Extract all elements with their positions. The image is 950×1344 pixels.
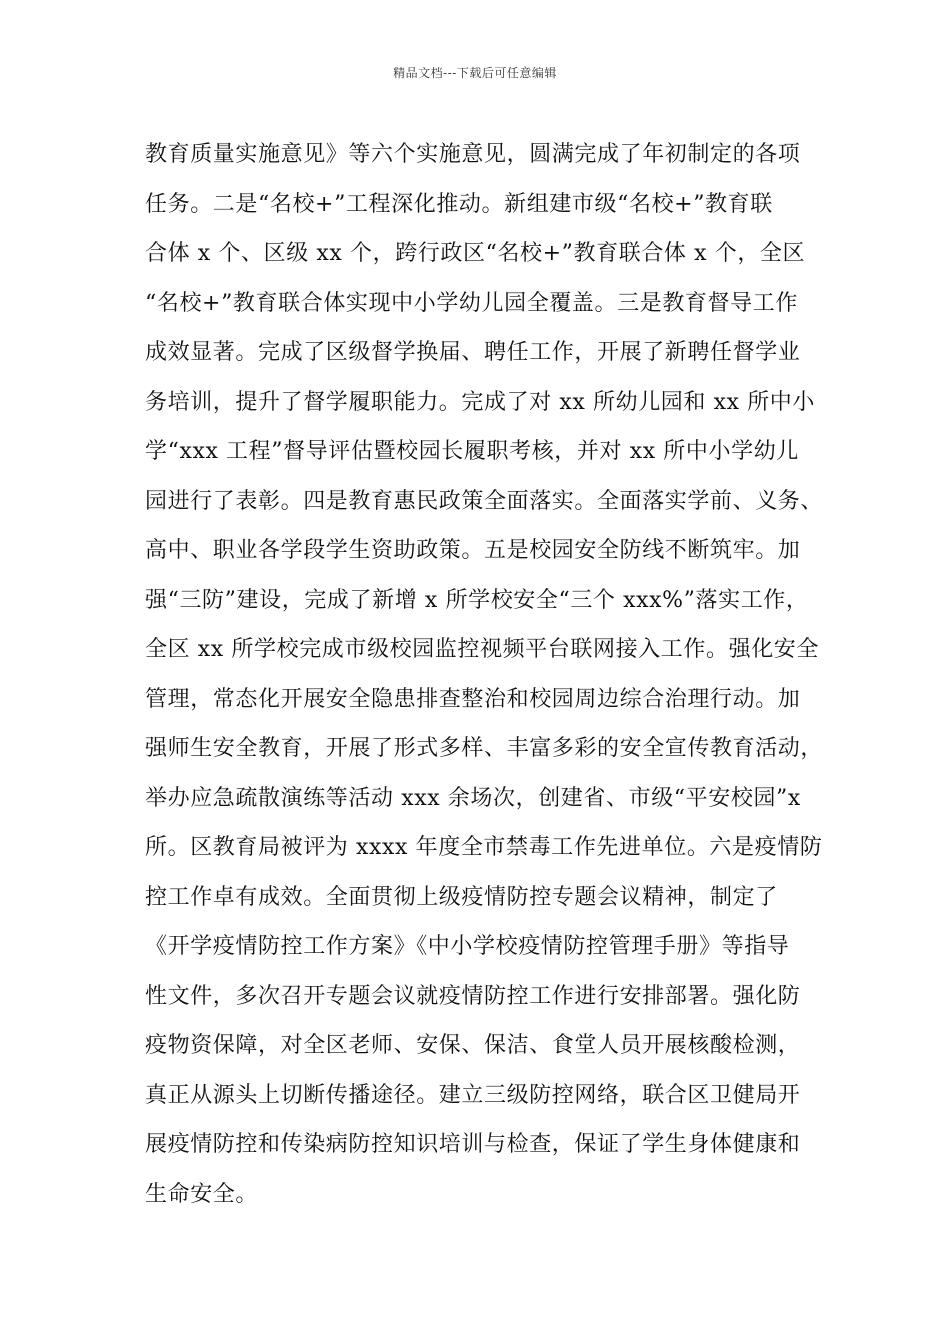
text-line: 所。区教育局被评为 xxxx 年度全市禁毒工作先进单位。六是疫情防	[145, 835, 823, 860]
text-line: 高中、职业各学段学生资助政策。五是校园安全防线不断筑牢。加	[145, 538, 801, 563]
text-line: 教育质量实施意见》等六个实施意见，圆满完成了年初制定的各项	[145, 142, 801, 167]
text-line: 学“xxx 工程”督导评估暨校园长履职考核，并对 xx 所中小学幼儿	[145, 439, 799, 464]
text-line: 展疫情防控和传染病防控知识培训与检查，保证了学生身体健康和	[145, 1132, 801, 1157]
text-line: 强师生安全教育，开展了形式多样、丰富多彩的安全宣传教育活动，	[145, 736, 824, 761]
text-line: 性文件，多次召开专题会议就疫情防控工作进行安排部署。强化防	[145, 983, 801, 1009]
text-line: 园进行了表彰。四是教育惠民政策全面落实。全面落实学前、义务、	[145, 488, 824, 514]
page-header: 精品文档---下载后可任意编辑	[393, 66, 557, 80]
text-line: 真正从源头上切断传播途径。建立三级防控网络，联合区卫健局开	[145, 1082, 801, 1108]
text-line: 《开学疫情防控工作方案》《中小学校疫情防控管理手册》等指导	[145, 934, 790, 959]
body-paragraph	[145, 130, 835, 1219]
text-line: 强“三防”建设，完成了新增 x 所学校安全“三个 xxx%”落实工作，	[145, 587, 809, 613]
text-line: 管理，常态化开展安全隐患排查整治和校园周边综合治理行动。加	[145, 686, 801, 712]
text-line: 控工作卓有成效。全面贯彻上级疫情防控专题会议精神，制定了	[145, 884, 778, 910]
text-line: 疫物资保障，对全区老师、安保、保洁、食堂人员开展核酸检测，	[145, 1033, 801, 1058]
text-line: 举办应急疏散演练等活动 xxx 余场次，创建省、市级“平安校园”x	[145, 785, 801, 811]
text-line: 务培训，提升了督学履职能力。完成了对 xx 所幼儿园和 xx 所中小	[145, 389, 816, 415]
text-line: 合体 x 个、区级 xx 个，跨行政区“名校+”教育联合体 x 个，全区	[145, 241, 806, 266]
text-line: “名校+”教育联合体实现中小学幼儿园全覆盖。三是教育督导工作	[145, 290, 798, 316]
text-line: 全区 xx 所学校完成市级校园监控视频平台联网接入工作。强化安全	[145, 637, 820, 662]
text-line: 成效显著。完成了区级督学换届、聘任工作，开展了新聘任督学业	[145, 340, 801, 365]
text-line: 任务。二是“名校+”工程深化推动。新组建市级“名校+”教育联	[145, 191, 773, 217]
text-line: 生命安全。	[145, 1181, 259, 1207]
